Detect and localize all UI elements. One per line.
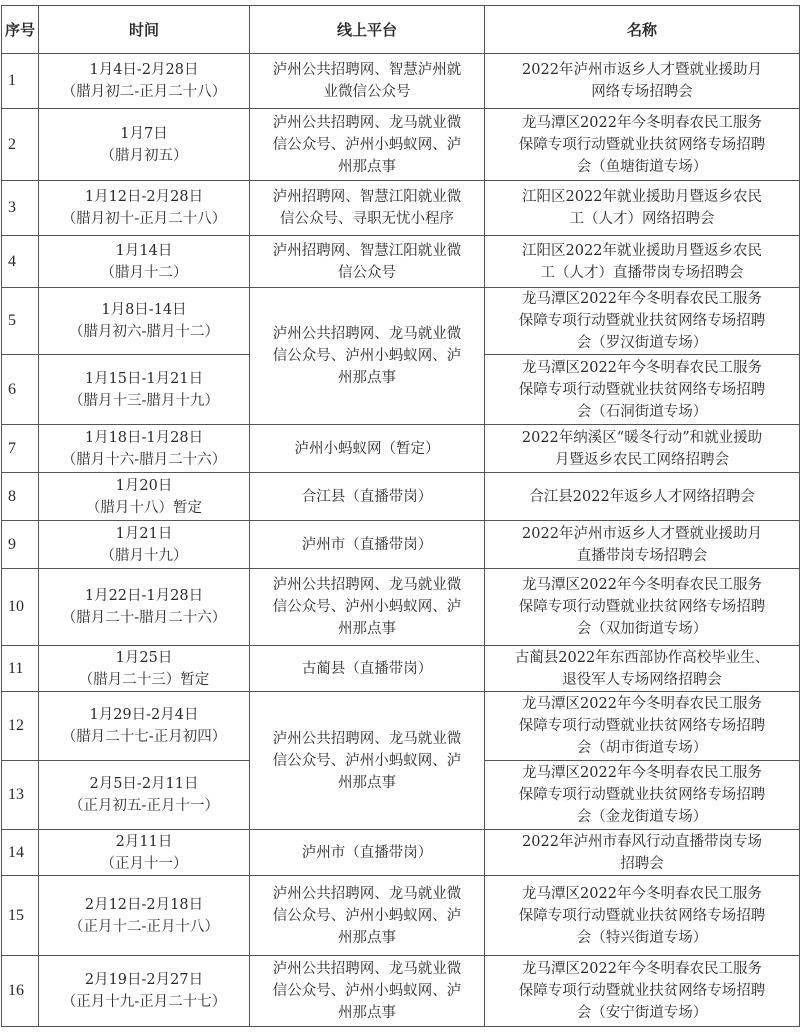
seq-cell — [2, 54, 39, 109]
name-cell-line: 网络专场招聘会 — [591, 84, 693, 100]
name-cell-line: 龙马潭区2022年今冬明春农民工服务 — [522, 765, 762, 781]
platform-cell-line: 州那点事 — [338, 774, 396, 791]
name-cell — [485, 956, 800, 1027]
name-cell-line: 龙马潭区2022年今冬明春农民工服务 — [522, 359, 762, 376]
platform-cell — [250, 876, 485, 956]
seq-cell — [2, 181, 39, 236]
platform-cell-line: 州那点事 — [338, 929, 396, 946]
table-row — [2, 181, 800, 236]
header-seq: 序号 — [2, 6, 39, 54]
platform-cell — [250, 425, 485, 473]
time-cell-line: （正月十一） — [100, 855, 188, 872]
name-cell-line: 龙马潭区2022年今冬明春农民工服务 — [522, 885, 762, 902]
seq-cell — [2, 425, 39, 473]
time-cell-line: 2月12日-2月18日 — [84, 896, 204, 913]
header-row — [2, 6, 800, 54]
name-cell — [485, 830, 800, 876]
name-cell-line: 保障专项行动暨就业扶贫网络专场招聘 — [518, 983, 766, 999]
platform-cell — [250, 830, 485, 876]
seq-cell — [2, 109, 39, 181]
platform-cell-line: 信公众号、寻职无忧小程序 — [280, 211, 454, 227]
platform-cell-line: 信公众号、泸州小蚂蚁网、泸 — [272, 599, 462, 615]
table-body — [2, 54, 800, 1027]
platform-cell — [250, 236, 485, 288]
time-cell-line: 1月7日 — [120, 125, 168, 142]
seq-cell-line: 2 — [8, 135, 16, 153]
time-cell-line: （腊月初六-腊月十二） — [69, 324, 219, 340]
name-cell-line: 江阳区2022年就业援助月暨返乡农民 — [522, 189, 762, 205]
seq-cell — [2, 646, 39, 692]
time-cell-line: 1月20日 — [115, 477, 173, 494]
platform-cell-line: 泸州公共招聘网、龙马就业微 — [272, 577, 462, 593]
seq-cell-line: 13 — [8, 786, 24, 803]
time-cell-line: 1月12日-2月28日 — [84, 189, 204, 205]
platform-cell-line: 泸州市（直播带岗） — [301, 536, 433, 553]
table-row — [2, 109, 800, 181]
platform-cell — [250, 521, 485, 569]
time-cell-line: 1月18日-1月28日 — [84, 429, 204, 446]
seq-cell-line: 11 — [8, 659, 24, 677]
time-cell-line: 1月8日-14日 — [101, 302, 187, 318]
time-cell — [39, 425, 250, 473]
seq-cell-line: 16 — [8, 982, 24, 999]
name-cell — [485, 236, 800, 288]
name-cell-line: 工（人才）直播带岗专场招聘会 — [540, 264, 744, 281]
platform-cell — [250, 473, 485, 521]
name-cell-line: 保障专项行动暨就业扶贫网络专场招聘 — [518, 381, 766, 398]
time-cell-line: 2月11日 — [115, 833, 173, 850]
platform-cell-line: 泸州公共招聘网、龙马就业微 — [272, 885, 462, 902]
header-time: 时间 — [39, 6, 250, 54]
table-row — [2, 473, 800, 521]
name-cell-line: 龙马潭区2022年今冬明春农民工服务 — [522, 577, 762, 593]
platform-cell-line: 信公众号 — [338, 264, 396, 281]
name-cell-line: 龙马潭区2022年今冬明春农民工服务 — [522, 291, 762, 307]
name-cell — [485, 355, 800, 425]
time-cell-line: （腊月十八）暂定 — [86, 499, 202, 516]
time-cell-line: （腊月初五） — [100, 147, 188, 164]
seq-cell-line: 5 — [8, 312, 16, 329]
table-row — [2, 876, 800, 956]
seq-cell-line: 3 — [8, 199, 16, 216]
time-cell-line: 2月19日-2月27日 — [84, 972, 204, 988]
platform-cell-line: 信公众号、泸州小蚂蚁网、泸 — [272, 752, 462, 769]
platform-cell-line: 泸州公共招聘网、龙马就业微 — [272, 326, 462, 342]
platform-cell-line: 泸州市（直播带岗） — [301, 844, 433, 861]
time-cell — [39, 521, 250, 569]
platform-cell — [250, 569, 485, 646]
table-row — [2, 830, 800, 876]
platform-cell-line: 信公众号、泸州小蚂蚁网、泸 — [272, 136, 462, 153]
time-cell-line: 1月4日-2月28日 — [89, 62, 199, 78]
name-cell-line: 会（鱼塘街道专场） — [576, 158, 708, 175]
time-cell — [39, 181, 250, 236]
time-cell-line: （腊月初二-正月二十八） — [61, 84, 227, 100]
name-cell — [485, 425, 800, 473]
time-cell-line: 1月15日-1月21日 — [84, 370, 204, 387]
platform-cell-line: 泸州公共招聘网、龙马就业微 — [272, 730, 462, 747]
name-cell-line: 龙马潭区2022年今冬明春农民工服务 — [522, 696, 762, 712]
job-fair-schedule-table — [1, 5, 800, 1027]
time-cell-line: （正月十九-正月二十七） — [61, 994, 227, 1010]
name-cell — [485, 692, 800, 761]
seq-cell-line: 1 — [8, 72, 16, 89]
name-cell-line: 江阳区2022年就业援助月暨返乡农民 — [522, 242, 762, 259]
seq-cell-line: 8 — [8, 487, 16, 505]
time-cell-line: 1月21日 — [115, 525, 173, 542]
platform-cell — [250, 288, 485, 425]
platform-cell-line: 古蔺县（直播带岗） — [301, 660, 433, 677]
platform-cell — [250, 181, 485, 236]
name-cell-line: 退役军人专场网络招聘会 — [562, 671, 722, 688]
seq-cell — [2, 355, 39, 425]
seq-cell — [2, 569, 39, 646]
seq-cell — [2, 692, 39, 761]
time-cell-line: 1月29日-2月4日 — [89, 707, 199, 723]
name-cell-line: 龙马潭区2022年今冬明春农民工服务 — [522, 114, 762, 131]
seq-cell — [2, 288, 39, 355]
time-cell — [39, 876, 250, 956]
time-cell — [39, 956, 250, 1027]
name-cell-line: 保障专项行动暨就业扶贫网络专场招聘 — [518, 599, 766, 615]
table-row — [2, 54, 800, 109]
name-cell-line: 2022年纳溪区“暖冬行动”和就业援助 — [521, 429, 763, 446]
platform-cell-line: 泸州公共招聘网、龙马就业微 — [272, 114, 462, 131]
time-cell — [39, 761, 250, 830]
platform-cell-line: 泸州公共招聘网、智慧泸州就 — [272, 62, 462, 78]
seq-cell — [2, 473, 39, 521]
platform-cell — [250, 54, 485, 109]
table-row — [2, 956, 800, 1027]
time-cell-line: 1月25日 — [115, 649, 173, 666]
platform-cell — [250, 109, 485, 181]
seq-cell-line: 7 — [8, 439, 16, 457]
time-cell — [39, 355, 250, 425]
time-cell — [39, 569, 250, 646]
time-cell-line: （腊月十三-腊月十九） — [69, 392, 219, 409]
seq-cell-line: 15 — [8, 906, 24, 924]
name-cell-line: 2022年泸州市返乡人才暨就业援助月 — [522, 525, 762, 542]
platform-cell-line: 泸州小蚂蚁网（暂定） — [294, 440, 440, 457]
name-cell-line: 月暨返乡农民工网络招聘会 — [555, 451, 729, 468]
name-cell-line: 招聘会 — [620, 855, 664, 872]
name-cell-line: 会（罗汉街道专场） — [576, 335, 708, 351]
table-row — [2, 646, 800, 692]
time-cell — [39, 236, 250, 288]
platform-cell-line: 州那点事 — [338, 1005, 396, 1021]
platform-cell-line: 业微信公众号 — [323, 84, 411, 100]
table-row — [2, 288, 800, 355]
platform-cell-line: 州那点事 — [338, 158, 396, 175]
table-row — [2, 692, 800, 761]
name-cell-line: 保障专项行动暨就业扶贫网络专场招聘 — [518, 313, 766, 329]
seq-cell — [2, 876, 39, 956]
seq-cell-line: 14 — [8, 843, 24, 861]
seq-cell-line: 9 — [8, 535, 16, 553]
time-cell-line: 1月22日-1月28日 — [84, 588, 204, 604]
time-cell — [39, 109, 250, 181]
time-cell — [39, 692, 250, 761]
name-cell-line: 保障专项行动暨就业扶贫网络专场招聘 — [518, 907, 766, 924]
name-cell-line: 保障专项行动暨就业扶贫网络专场招聘 — [518, 136, 766, 153]
platform-cell-line: 州那点事 — [338, 370, 396, 386]
name-cell-line: 古蔺县2022年东西部协作高校毕业生、 — [514, 649, 770, 666]
time-cell — [39, 473, 250, 521]
seq-cell — [2, 956, 39, 1027]
platform-cell — [250, 692, 485, 830]
table-row — [2, 425, 800, 473]
name-cell — [485, 521, 800, 569]
seq-cell-line: 12 — [8, 717, 24, 734]
name-cell-line: 2022年泸州市春风行动直播带岗专场 — [522, 833, 762, 850]
time-cell-line: （腊月十二） — [100, 264, 188, 281]
name-cell-line: 工（人才）网络招聘会 — [569, 211, 715, 227]
seq-cell — [2, 521, 39, 569]
name-cell-line: 2022年泸州市返乡人才暨就业援助月 — [522, 62, 762, 78]
platform-cell-line: 泸州招聘网、智慧江阳就业微 — [272, 242, 462, 259]
name-cell — [485, 646, 800, 692]
platform-cell-line: 信公众号、泸州小蚂蚁网、泸 — [272, 907, 462, 924]
name-cell — [485, 473, 800, 521]
time-cell-line: （腊月二十-腊月二十六） — [61, 610, 227, 626]
name-cell — [485, 569, 800, 646]
name-cell-line: 直播带岗专场招聘会 — [576, 547, 708, 564]
seq-cell-line: 4 — [8, 252, 16, 270]
name-cell-line: 会（特兴街道专场） — [576, 929, 708, 946]
table-row — [2, 236, 800, 288]
header-name: 名称 — [485, 6, 800, 54]
platform-cell-line: 信公众号、泸州小蚂蚁网、泸 — [272, 348, 462, 364]
table-row — [2, 521, 800, 569]
name-cell — [485, 109, 800, 181]
name-cell-line: 会（双加街道专场） — [576, 621, 708, 637]
platform-cell-line: 泸州公共招聘网、龙马就业微 — [272, 961, 462, 977]
platform-cell — [250, 646, 485, 692]
seq-cell-line: 10 — [8, 598, 24, 615]
time-cell-line: （正月十二-正月十八） — [69, 918, 219, 935]
name-cell-line: 合江县2022年返乡人才网络招聘会 — [529, 488, 755, 505]
name-cell — [485, 876, 800, 956]
name-cell-line: 会（胡市街道专场） — [576, 740, 708, 756]
time-cell — [39, 288, 250, 355]
seq-cell-line: 6 — [8, 380, 16, 398]
seq-cell — [2, 761, 39, 830]
platform-cell — [250, 956, 485, 1027]
time-cell — [39, 54, 250, 109]
platform-cell-line: 信公众号、泸州小蚂蚁网、泸 — [272, 983, 462, 999]
name-cell-line: 会（石洞街道专场） — [576, 403, 708, 420]
name-cell — [485, 761, 800, 830]
seq-cell — [2, 830, 39, 876]
table-row — [2, 569, 800, 646]
time-cell-line: （腊月二十三）暂定 — [78, 671, 210, 688]
time-cell-line: （腊月二十七-正月初四） — [61, 729, 227, 745]
name-cell-line: 龙马潭区2022年今冬明春农民工服务 — [522, 961, 762, 977]
platform-cell-line: 州那点事 — [338, 621, 396, 637]
seq-cell — [2, 236, 39, 288]
time-cell — [39, 830, 250, 876]
time-cell-line: （腊月十九） — [100, 547, 188, 564]
platform-cell-line: 合江县（直播带岗） — [301, 488, 433, 505]
time-cell-line: 1月14日 — [115, 242, 173, 259]
time-cell-line: （正月初五-正月十一） — [69, 798, 219, 814]
platform-cell-line: 泸州招聘网、智慧江阳就业微 — [272, 189, 462, 205]
name-cell — [485, 54, 800, 109]
name-cell-line: 保障专项行动暨就业扶贫网络专场招聘 — [518, 787, 766, 803]
header-platform: 线上平台 — [250, 6, 485, 54]
name-cell — [485, 181, 800, 236]
time-cell-line: （腊月初十-正月二十八） — [61, 211, 227, 227]
time-cell — [39, 646, 250, 692]
name-cell-line: 会（安宁街道专场） — [576, 1005, 708, 1021]
name-cell-line: 会（金龙街道专场） — [576, 809, 708, 825]
name-cell-line: 保障专项行动暨就业扶贫网络专场招聘 — [518, 718, 766, 734]
time-cell-line: （腊月十六-腊月二十六） — [61, 451, 227, 468]
name-cell — [485, 288, 800, 355]
time-cell-line: 2月5日-2月11日 — [89, 776, 199, 792]
